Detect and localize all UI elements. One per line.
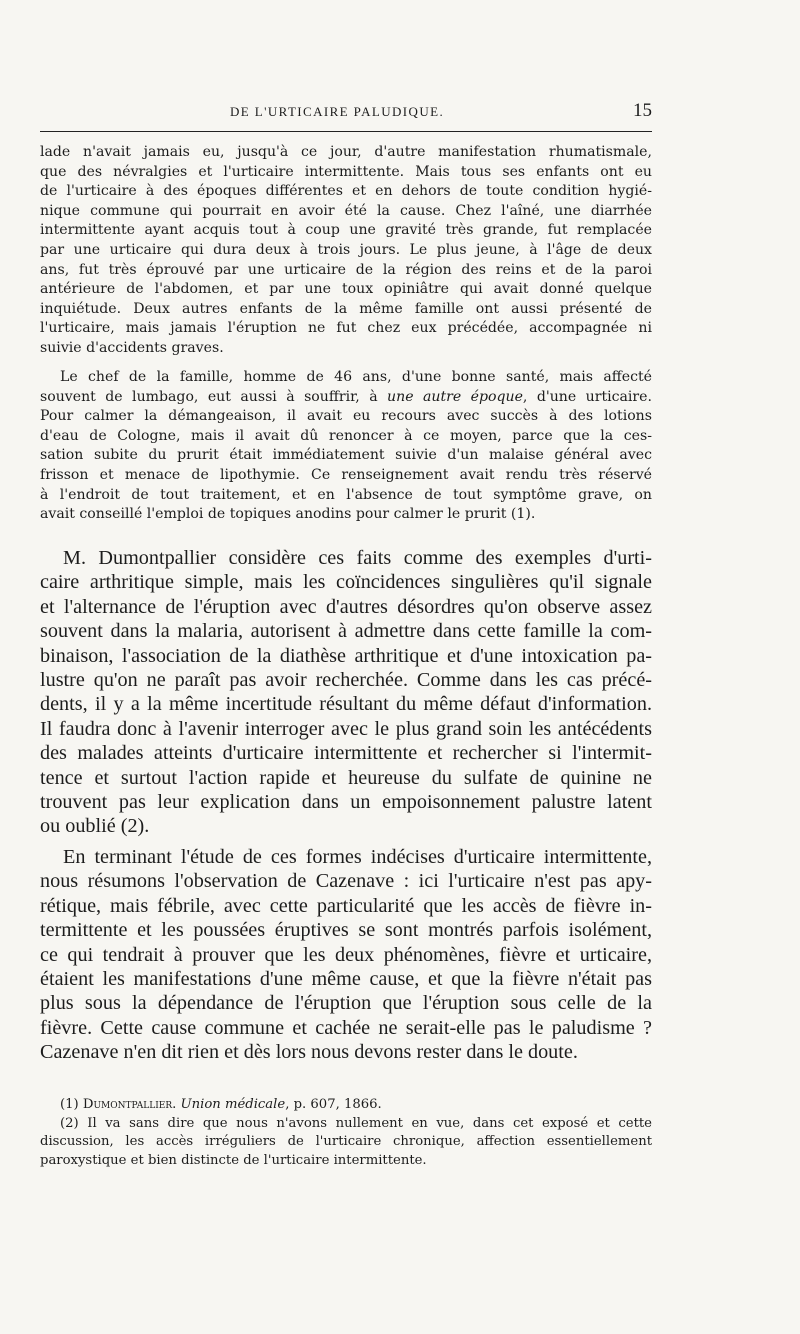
footnote-2-line: paroxystique et bien distincte de l'urticaire intermittente. <box>40 1152 427 1168</box>
paragraph-2 <box>40 368 652 525</box>
text-line: étaient les manifestations d'une même cause, et que la fièvre n'était pas <box>40 968 652 991</box>
text-line: trouvent pas leur explication dans un empoisonnement palustre latent <box>40 791 652 814</box>
text-line: inquiétude. Deux autres enfants de la même famille ont aussi présenté de <box>40 300 652 317</box>
paragraph-3 <box>40 546 652 839</box>
text-line: plus sous la dépendance de l'éruption que l'éruption sous celle de la <box>40 992 652 1015</box>
text-line: caire arthritique simple, mais les coïncidences singulières qu'il signale <box>40 571 652 594</box>
text-line: dents, il y a la même incertitude résultant du même défaut d'information. <box>40 693 652 716</box>
text-line: des malades atteints d'urticaire intermittente et rechercher si l'intermit- <box>40 742 652 765</box>
text-line: fièvre. Cette cause commune et cachée ne serait-elle pas le paludisme ? <box>40 1016 652 1039</box>
footnote-2: (2) Il va sans dire que nous n'avons nullement en vue, dans cet exposé et cette <box>60 1115 652 1131</box>
text-line: et l'alternance de l'éruption avec d'autres désordres qu'on observe assez <box>40 595 652 618</box>
text-line: l'urticaire, mais jamais l'éruption ne fut chez eux précédée, accompagnée ni <box>40 320 652 337</box>
page-header <box>40 100 652 124</box>
text-line: d'eau de Cologne, mais il avait dû renoncer à ce moyen, parce que la ces- <box>40 427 652 444</box>
text-line: par une urticaire qui dura deux à trois jours. Le plus jeune, à l'âge de deux <box>40 241 652 258</box>
text-line: ans, fut très éprouvé par une urticaire de la région des reins et de la paroi <box>40 261 652 278</box>
text-line: suivie d'accidents graves. <box>40 339 224 356</box>
footnote-2-line: discussion, les accès irréguliers de l'urticaire chronique, affection essentiellement <box>40 1134 652 1149</box>
running-title: DE L'URTICAIRE PALUDIQUE. <box>230 104 445 119</box>
paragraph-4 <box>40 845 652 1065</box>
text-line: tence et surtout l'action rapide et heureuse du sulfate de quinine ne <box>40 766 652 789</box>
text-line: frisson et menace de lipothymie. Ce renseignement avait rendu très réservé <box>40 466 652 483</box>
text-line: lustre qu'on ne paraît pas avoir recherchée. Comme dans les cas précé- <box>40 669 652 692</box>
text-line: Il faudra donc à l'avenir interroger avec le plus grand soin les antécédents <box>40 717 652 740</box>
text-line: intermittente ayant acquis tout à coup une gravité très grande, fut remplacée <box>40 222 652 239</box>
text-line: Le chef de la famille, homme de 46 ans, d'une bonne santé, mais affecté <box>60 369 652 385</box>
text-line: avait conseillé l'emploi de topiques anodins pour calmer le prurit (1). <box>40 506 536 523</box>
footnotes <box>40 1096 652 1170</box>
text-line: nous résumons l'observation de Cazenave : ici l'urticaire n'est pas apy- <box>40 870 652 893</box>
paragraph-1 <box>40 143 652 359</box>
text-line: lade n'avait jamais eu, jusqu'à ce jour, d'autre manifestation rhumatismale, <box>40 144 652 160</box>
text-line: à l'endroit de tout traitement, et en l'absence de tout symptôme grave, on <box>40 486 652 503</box>
text-line: que des névralgies et l'urticaire intermittente. Mais tous ses enfants ont eu <box>40 163 652 180</box>
text-line: antérieure de l'abdomen, et par une toux opiniâtre qui avait donné quelque <box>40 281 652 298</box>
text-line: binaison, l'association de la diathèse arthritique et d'une intoxication pa- <box>40 644 652 667</box>
text-line: sation subite du prurit était immédiatement suivie d'un malaise général avec <box>40 447 652 464</box>
text-line: ou oublié (2). <box>40 815 150 838</box>
text-line: Cazenave n'en dit rien et dès lors nous devons rester dans le doute. <box>40 1041 578 1064</box>
text-line: souvent dans la malaria, autorisent à admettre dans cette famille la com- <box>40 620 652 643</box>
text-line: de l'urticaire à des époques différentes et en dehors de toute condition hygié- <box>40 183 652 200</box>
text-line: rétique, mais fébrile, avec cette particularité que les accès de fièvre in- <box>40 894 652 917</box>
text-line: En terminant l'étude de ces formes indécises d'urticaire intermittente, <box>63 846 652 868</box>
italic-phrase: une autre époque <box>387 388 523 405</box>
footnote-1: (1) Dumontpallier. Union médicale, p. 607, 1866. <box>60 1097 382 1112</box>
text-line: ce qui tendrait à prouver que les deux phénomènes, fièvre et urticaire, <box>40 943 652 966</box>
text-line: nique commune qui pourrait en avoir été la cause. Chez l'aîné, une diarrhée <box>40 202 652 219</box>
header-rule <box>40 131 652 132</box>
page-number: 15 <box>633 100 652 121</box>
text-line: Pour calmer la démangeaison, il avait eu recours avec succès à des lotions <box>40 408 652 425</box>
text-line: termittente et les poussées éruptives se sont montrés parfois isolément, <box>40 919 652 942</box>
text-line: souvent de lumbago, eut aussi à souffrir, à une autre époque, d'une urticaire. <box>40 388 652 405</box>
text-line: M. Dumontpallier considère ces faits comme des exemples d'urti- <box>63 547 652 569</box>
